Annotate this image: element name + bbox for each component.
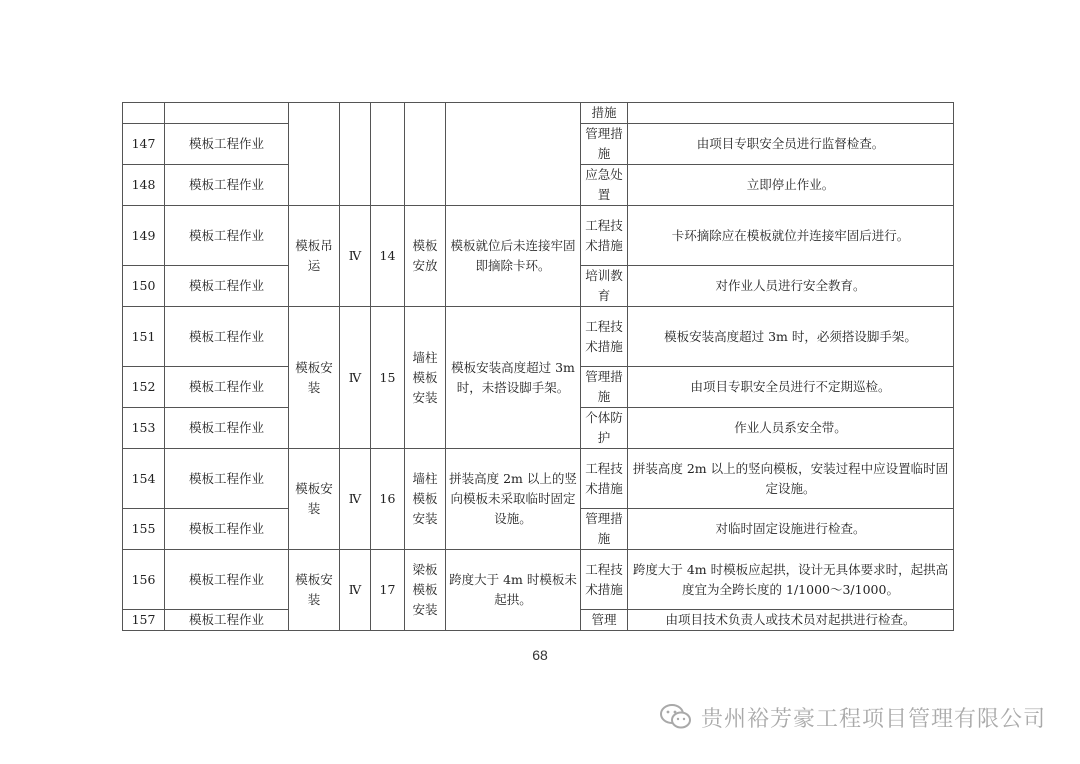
measure-text: 作业人员系安全带。 [628, 408, 954, 449]
wechat-icon [659, 703, 693, 731]
part-cell: 墙柱模板安装 [405, 449, 446, 550]
row-activity: 模板工程作业 [165, 449, 289, 509]
measure-text: 卡环摘除应在模板就位并连接牢固后进行。 [628, 206, 954, 266]
page-number: 68 [532, 647, 548, 663]
row-index: 149 [123, 206, 165, 266]
measure-text: 由项目专职安全员进行监督检查。 [628, 124, 954, 165]
row-index [123, 103, 165, 124]
measure-type: 工程技术措施 [581, 307, 628, 367]
number-cell: 16 [371, 449, 405, 550]
part-cell [405, 103, 446, 206]
row-index: 155 [123, 509, 165, 550]
number-cell: 14 [371, 206, 405, 307]
row-activity: 模板工程作业 [165, 610, 289, 631]
row-activity [165, 103, 289, 124]
measure-text: 由项目专职安全员进行不定期巡检。 [628, 367, 954, 408]
number-cell: 15 [371, 307, 405, 449]
table-row [123, 103, 954, 124]
measure-text: 对临时固定设施进行检查。 [628, 509, 954, 550]
part-cell: 模板安放 [405, 206, 446, 307]
process-cell: 模板安装 [289, 550, 340, 631]
process-cell: 模板安装 [289, 307, 340, 449]
process-cell: 模板安装 [289, 449, 340, 550]
level-cell: Ⅳ [340, 550, 371, 631]
level-cell [340, 103, 371, 206]
process-cell [289, 103, 340, 206]
hazard-cell: 拼装高度 2m 以上的竖向模板未采取临时固定设施。 [446, 449, 581, 550]
row-index: 157 [123, 610, 165, 631]
table-row [123, 206, 954, 266]
row-activity: 模板工程作业 [165, 124, 289, 165]
part-cell: 墙柱模板安装 [405, 307, 446, 449]
process-cell: 模板吊运 [289, 206, 340, 307]
measure-type: 培训教育 [581, 266, 628, 307]
measure-type: 工程技术措施 [581, 206, 628, 266]
row-index: 153 [123, 408, 165, 449]
row-activity: 模板工程作业 [165, 509, 289, 550]
row-activity: 模板工程作业 [165, 165, 289, 206]
row-index: 147 [123, 124, 165, 165]
row-activity: 模板工程作业 [165, 550, 289, 610]
number-cell [371, 103, 405, 206]
level-cell: Ⅳ [340, 206, 371, 307]
row-index: 152 [123, 367, 165, 408]
measure-text: 立即停止作业。 [628, 165, 954, 206]
row-activity: 模板工程作业 [165, 266, 289, 307]
row-activity: 模板工程作业 [165, 206, 289, 266]
risk-measures-table [122, 102, 954, 631]
row-index: 154 [123, 449, 165, 509]
measure-text: 由项目技术负责人或技术员对起拱进行检查。 [628, 610, 954, 631]
measure-type: 个体防护 [581, 408, 628, 449]
hazard-cell: 模板安装高度超过 3m 时，未搭设脚手架。 [446, 307, 581, 449]
row-index: 151 [123, 307, 165, 367]
hazard-cell: 模板就位后未连接牢固即摘除卡环。 [446, 206, 581, 307]
watermark [659, 700, 1046, 734]
level-cell: Ⅳ [340, 307, 371, 449]
hazard-cell: 跨度大于 4m 时模板未起拱。 [446, 550, 581, 631]
measure-text: 对作业人员进行安全教育。 [628, 266, 954, 307]
table-row [123, 307, 954, 367]
measure-text: 跨度大于 4m 时模板应起拱，设计无具体要求时，起拱高度宜为全跨长度的 1/1000～3/1000。 [628, 550, 954, 610]
measure-type: 工程技术措施 [581, 550, 628, 610]
row-index: 148 [123, 165, 165, 206]
part-cell: 梁板模板安装 [405, 550, 446, 631]
row-activity: 模板工程作业 [165, 307, 289, 367]
measure-type: 管理 [581, 610, 628, 631]
row-activity: 模板工程作业 [165, 408, 289, 449]
measure-text: 模板安装高度超过 3m 时，必须搭设脚手架。 [628, 307, 954, 367]
measure-type: 管理措施 [581, 509, 628, 550]
row-activity: 模板工程作业 [165, 367, 289, 408]
watermark-text: 贵州裕芳豪工程项目管理有限公司 [700, 706, 1046, 732]
row-index: 150 [123, 266, 165, 307]
number-cell: 17 [371, 550, 405, 631]
measure-text: 拼装高度 2m 以上的竖向模板，安装过程中应设置临时固定设施。 [628, 449, 954, 509]
measure-type: 管理措施 [581, 124, 628, 165]
row-index: 156 [123, 550, 165, 610]
measure-text [628, 103, 954, 124]
measure-type: 工程技术措施 [581, 449, 628, 509]
table-row [123, 550, 954, 610]
table-row [123, 449, 954, 509]
measure-type: 措施 [581, 103, 628, 124]
measure-type: 应急处置 [581, 165, 628, 206]
measure-type: 管理措施 [581, 367, 628, 408]
hazard-cell [446, 103, 581, 206]
level-cell: Ⅳ [340, 449, 371, 550]
